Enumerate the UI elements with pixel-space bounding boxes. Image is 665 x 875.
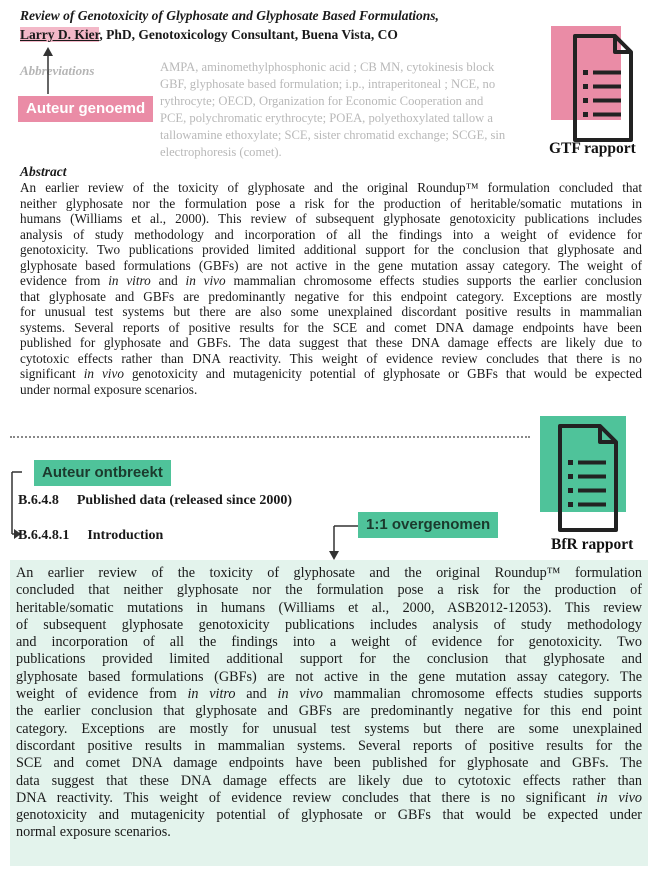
tag-copied-1-to-1: 1:1 overgenomen [358, 512, 498, 538]
gtf-author-affiliation: , PhD, Genotoxicology Consultant, Buena Vista, CO [99, 27, 398, 42]
excerpt-line: SCE and comet DNA damage endpoints have been published for glyphosate and GBFs. The [16, 755, 642, 772]
abstract-line: neither glyphosate nor the formulation pose a risk for the production of heritable/somatic mutations in [20, 195, 642, 211]
abstract-line: cytotoxic effects rather than DNA reactivity. This weight of evidence review concludes that there is no [20, 350, 642, 366]
abstract-line: significant in vivo genotoxicity and mutagenicity potential of glyphosate or GBFs that would be expected [20, 366, 642, 381]
gtf-abstract-body [20, 180, 642, 397]
section-divider [10, 436, 530, 438]
document-icon [540, 416, 634, 538]
bfr-copied-excerpt [10, 560, 648, 866]
abstract-line: published for glyphosate and GBFs. The data suggest that these DNA damage effects are likely due to [20, 335, 642, 350]
bfr-section-number: B.6.4.8 [18, 493, 59, 508]
excerpt-line: publications provided limited additional support for the conclusion that glyphosate and [16, 651, 642, 668]
bfr-subsection-title: Introduction [87, 528, 164, 543]
excerpt-line: glyphosate based formulations (GBFs) are not active in the gene mutation assay category. The [16, 668, 642, 685]
gtf-author-name: Larry D. Kier [20, 27, 100, 42]
abbr-line: rythrocyte; OECD, Organization for Economic Cooperation and [160, 94, 484, 108]
document-icon [551, 22, 645, 144]
abstract-line: analysis of study methodology and incorporation of all the findings into a weight of evidence for [20, 226, 642, 242]
tag-author-named: Auteur genoemd [18, 96, 153, 122]
excerpt-line: genotoxicity and mutagenicity potential of glyphosate or GBFs that would be expected under [16, 807, 642, 824]
abstract-line: evidence from in vitro and in vivo mammalian chromosome effects studies supports the earlier conclusion [20, 273, 643, 288]
abstract-line: systems. Several reports of positive results for the SCE and comet DNA damage endpoints have been [20, 319, 642, 335]
copied-arrow [320, 522, 366, 562]
abstract-line: glyphosate based formulations (GBFs) are not active in the gene mutation assay category. The weight of [20, 257, 642, 273]
excerpt-line: An earlier review of the toxicity of glyphosate and the original Roundup™ formulation [16, 565, 642, 581]
abstract-line: genotoxicity. Two publications provided limited additional support for the conclusion that glyphosate and [20, 242, 642, 257]
excerpt-line: data suggest that these DNA damage effects are likely due to cytotoxic effects rather than [16, 772, 642, 789]
excerpt-line: concluded that neither glyphosate nor the formulation pose a risk for the production of [16, 582, 642, 599]
excerpt-line: the earlier conclusion that glyphosate and GBFs are predominantly negative for this end point [16, 703, 642, 720]
abstract-line: humans (Williams et al., 2000). This review of subsequent glyphosate genotoxicity publications includes [20, 211, 642, 226]
author-arrow-up [40, 46, 56, 96]
excerpt-line: heritable/somatic mutations in humans (Williams et al., 2000, ASB2012-12053). This review [16, 599, 642, 616]
bfr-section-heading [18, 493, 292, 509]
excerpt-line: normal exposure scenarios. [16, 824, 171, 841]
excerpt-line: category. Exceptions are mostly for unusual test systems but there are some unexplained [16, 720, 642, 737]
abbr-line: PCE, polychromatic erythrocyte; POEA, polyethoxylated tallow a [160, 111, 493, 125]
abstract-line: under normal exposure scenarios. [20, 381, 198, 397]
bfr-report-label: BfR rapport [551, 536, 634, 553]
bfr-section-title: Published data (released since 2000) [76, 493, 293, 508]
excerpt-line: of subsequent glyphosate genotoxicity publications includes analysis of study methodology [16, 616, 642, 633]
excerpt-line: DNA reactivity. This weight of evidence review concludes that there is no significant in vivo [16, 789, 642, 806]
abbr-line: tallowamine ethoxylate; SCE, sister chromatid exchange; SCGE, sin [160, 128, 506, 142]
tag-author-missing: Auteur ontbreekt [34, 460, 171, 486]
gtf-paper-title: Review of Genotoxicity of Glyphosate and Glyphosate Based Formulations, [20, 8, 439, 23]
gtf-abbreviations-text [160, 59, 555, 161]
bfr-subsection-heading [18, 528, 163, 544]
abstract-line: for unusual test systems but there are also some unexplained discordant positive results in mammalian [20, 304, 642, 319]
abbr-line: GBF, glyphosate based formulation; i.p., intraperitoneal ; NCE, no [160, 77, 496, 91]
bfr-subsection-number: B.6.4.8.1 [18, 528, 70, 543]
gtf-author-line [20, 27, 398, 43]
gtf-abbreviations-label: Abbreviations [20, 63, 95, 78]
excerpt-line: and incorporation of all the findings into a weight of evidence for genotoxicity. Two [16, 634, 642, 651]
abbr-line: AMPA, aminomethylphosphonic acid ; CB MN, cytokinesis block [160, 60, 495, 74]
gtf-abstract-heading: Abstract [20, 164, 67, 179]
gtf-report-label: GTF rapport [549, 140, 636, 157]
abbr-line: electrophoresis (comet). [160, 145, 282, 159]
excerpt-line: discordant positive results in mammalian systems. Several reports of positive results for the [16, 737, 642, 754]
excerpt-line: weight of evidence from in vitro and in vivo mammalian chromosome effects studies supports [16, 686, 642, 703]
abstract-line: An earlier review of the toxicity of glyphosate and the original Roundup™ formulation concluded that [20, 180, 642, 195]
abstract-line: that glyphosate and GBFs are predominantly negative for this endpoint category. Exceptions are mostly [20, 288, 642, 304]
